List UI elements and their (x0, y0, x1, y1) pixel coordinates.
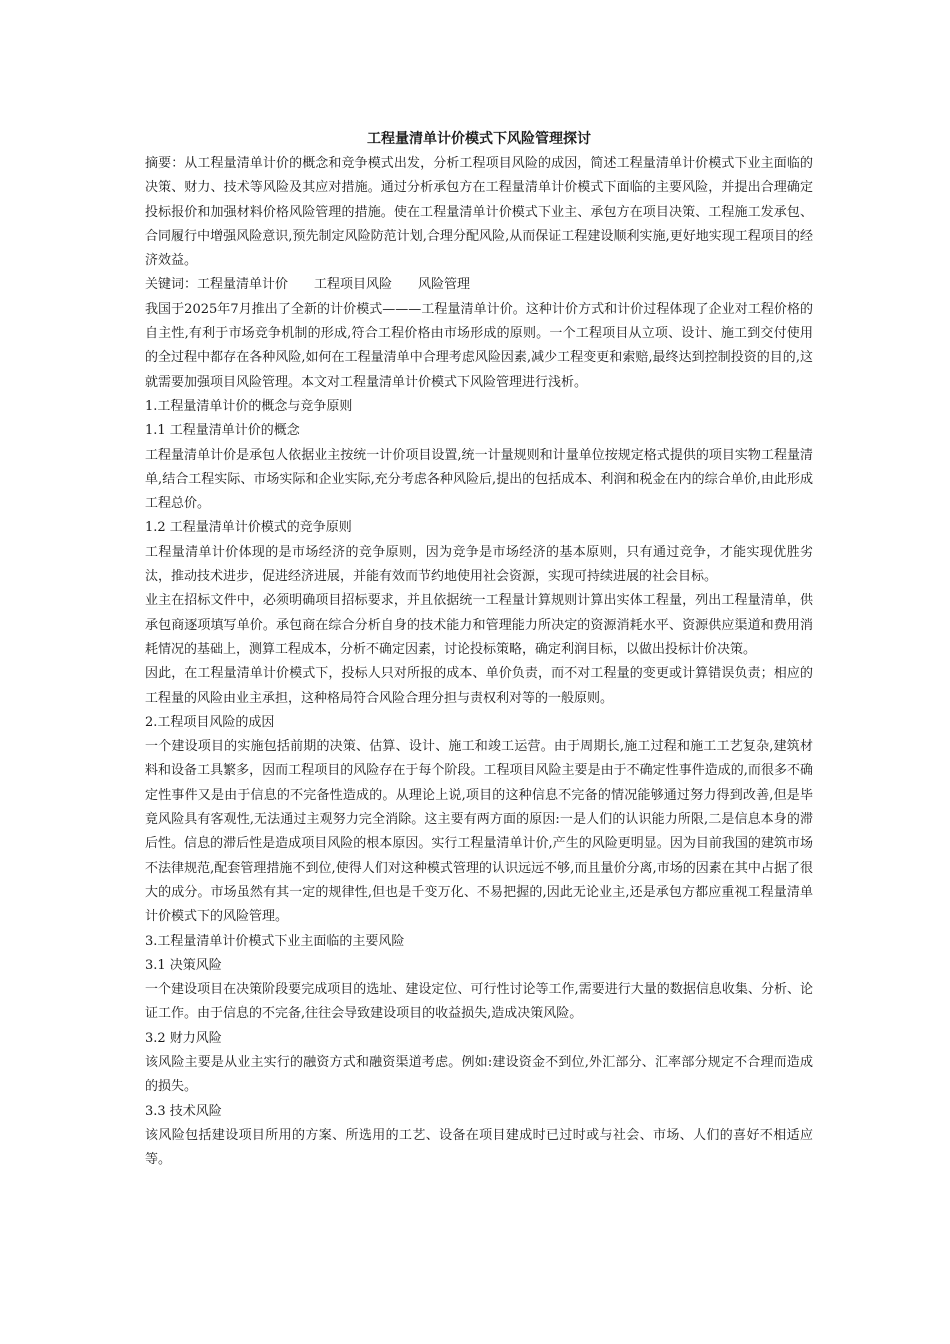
section-heading-3-2: 3.2 财力风险 (145, 1030, 222, 1046)
keyword-1: 工程量清单计价 (197, 277, 289, 293)
keywords (145, 273, 813, 297)
paragraph-3-2: 该风险主要是从业主实行的融资方式和融资渠道考虑。例如:建设资金不到位,外汇部分、汇率部分规定不合理而造成的损失。 (145, 1054, 813, 1095)
paragraph-1-1: 工程量清单计价是承包人依据业主按统一计价项目设置,统一计量规则和计量单位按规定格式提供的项目实物工程量清单,结合工程实际、市场实际和企业实际,充分考虑各种风险后,提出的包括成本、利润和税金在内的综合单价,由此形成工程总价。 (145, 447, 813, 512)
paragraph-3-1: 一个建设项目在决策阶段要完成项目的选址、建设定位、可行性讨论等工作,需要进行大量的数据信息收集、分析、论证工作。由于信息的不完备,往往会导致建设项目的收益损失,造成决策风险。 (145, 982, 813, 1022)
section-heading-3-1: 3.1 决策风险 (145, 957, 222, 973)
paragraph-1-2a: 工程量清单计价体现的是市场经济的竞争原则，因为竞争是市场经济的基本原则，只有通过竞争，才能实现优胜劣汰，推动技术进步，促进经济进展，并能有效而节约地使用社会资源，实现可持续进展的社会目标。 (145, 544, 813, 585)
section-heading-1-1: 1.1 工程量清单计价的概念 (145, 423, 300, 439)
paragraph-1-2b: 业主在招标文件中，必须明确项目招标要求，并且依据统一工程量计算规则计算出实体工程量，列出工程量清单，供承包商逐项填写单价。承包商在综合分析自身的技术能力和管理能力所决定的资源消耗水平、资源供应渠道和费用消耗情况的基础上，测算工程成本，分析不确定因素，讨论投标策略，确定利润目标，以做出投标计价决策。 (145, 593, 813, 657)
section-heading-1: 1.工程量清单计价的概念与竞争原则 (145, 398, 353, 414)
section-heading-3-3: 3.3 技术风险 (145, 1103, 222, 1119)
document-title: 工程量清单计价模式下风险管理探讨 (367, 131, 591, 147)
paragraph-3-3: 该风险包括建设项目所用的方案、所选用的工艺、设备在项目建成时已过时或与社会、市场、人们的喜好不相适应等。 (145, 1127, 813, 1168)
keyword-3: 风险管理 (418, 277, 471, 293)
section-heading-2: 2.工程项目风险的成因 (145, 714, 275, 730)
paragraph-2: 一个建设项目的实施包括前期的决策、估算、设计、施工和竣工运营。由于周期长,施工过程和施工工艺复杂,建筑材料和设备工具繁多，因而工程项目的风险存在于每个阶段。工程项目风险主要是由于不确定性事件造成的,而很多不确定性事件又是由于信息的不完备性造成的。从理论上说,项目的这种信息不完备的情况能够通过努力得到改善,但是毕竟风险具有客观性,无法通过主观努力完全消除。这主要有两方面的原因:一是人们的认识能力所限,二是信息本身的滞后性。信息的滞后性是造成项目风险的根本原因。实行工程量清单计价,产生的风险更明显。因为目前我国的建筑市场不法律规范,配套管理措施不到位,使得人们对这种模式管理的认识远远不够,而且量价分离,市场的因素在其中占据了很大的成分。市场虽然有其一定的规律性,但也是千变万化、不易把握的,因此无论业主,还是承包方都应重视工程量清单计价模式下的风险管理。 (145, 739, 813, 925)
keywords-label: 关键词： (145, 277, 198, 293)
paragraph-1-2c: 因此，在工程量清单计价模式下，投标人只对所报的成本、单价负责，而不对工程量的变更或计算错误负责；相应的工程量的风险由业主承担，这种格局符合风险合理分担与责权利对等的一般原则。 (145, 666, 813, 706)
intro-paragraph: 我国于2025年7月推出了全新的计价模式———工程量清单计价。这种计价方式和计价过程体现了企业对工程价格的自主性,有利于市场竞争机制的形成,符合工程价格由市场形成的原则。一个工程项目从立项、设计、施工到交付使用的全过程中都存在各种风险,如何在工程量清单中合理考虑风险因素,减少工程变更和索赔,最终达到控制投资的目的,这就需要加强项目风险管理。本文对工程量清单计价模式下风险管理进行浅析。 (145, 301, 813, 390)
document-page (145, 127, 813, 1172)
section-heading-3: 3.工程量清单计价模式下业主面临的主要风险 (145, 933, 405, 949)
abstract: 摘要：从工程量清单计价的概念和竞争模式出发，分析工程项目风险的成因，简述工程量清单计价模式下业主面临的决策、财力、技术等风险及其应对措施。通过分析承包方在工程量清单计价模式下面临的主要风险，并提出合理确定投标报价和加强材料价格风险管理的措施。使在工程量清单计价模式下业主、承包方在项目决策、工程施工发承包、合同履行中增强风险意识,预先制定风险防范计划,合理分配风险,从而保证工程建设顺利实施,更好地实现工程项目的经济效益。 (145, 156, 813, 269)
section-heading-1-2: 1.2 工程量清单计价模式的竞争原则 (145, 520, 352, 536)
keyword-2: 工程项目风险 (314, 277, 393, 293)
